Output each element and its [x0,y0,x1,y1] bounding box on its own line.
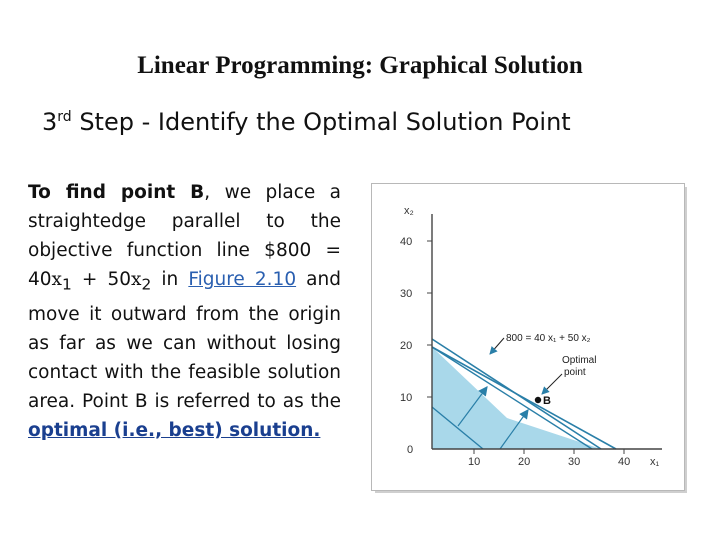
math-x1-sub: 1 [61,275,72,294]
slide-title: Linear Programming: Graphical Solution [137,52,583,79]
x-tick-label-40: 40 [618,456,631,468]
optimal-label-line2: point [564,367,586,378]
figure-panel [371,183,685,491]
x-tick-label-30: 30 [568,456,581,468]
subtitle-ordinal: rd [57,109,72,125]
math-x2-sub: 2 [141,275,152,294]
y-axis-label: x₂ [404,205,414,217]
lp-graph [372,184,684,490]
body-paragraph [28,178,341,445]
math-x1-var: x [51,269,62,290]
x-axis-label: x₁ [650,456,660,468]
optimal-label-line1: Optimal [562,355,597,366]
objective-label-leader [490,338,504,354]
y-tick-label-0: 0 [407,444,414,456]
y-tick-label-40: 40 [400,236,413,248]
y-tick-label-20: 20 [400,340,413,352]
y-tick-label-30: 30 [400,288,413,300]
body-text-3: and move it outward from the origin as far as we can without losing contact with the feasible solution area. Point B is referred to as the [28,269,341,412]
figure-2-10 [371,183,691,495]
x-tick-label-20: 20 [518,456,531,468]
point-b-label: B [543,395,551,407]
subtitle-number: 3 [42,108,58,136]
body-text-2: in [151,269,189,290]
math-x2-var: x [131,269,142,290]
body-bold-lead: To find point B [28,182,205,203]
x-tick-label-10: 10 [468,456,481,468]
y-tick-label-10: 10 [400,392,413,404]
optimal-label-leader [542,374,562,394]
optimal-point-b [535,397,541,403]
optimal-solution-link[interactable]: optimal (i.e., best) solution. [28,419,321,441]
subtitle-text: Step - Identify the Optimal Solution Point [71,108,571,136]
figure-link[interactable]: Figure 2.10 [188,269,297,290]
body-text-1: , we place a straightedge parallel to the objective function line $800 = 40 [28,182,341,290]
slide-subtitle [42,108,571,136]
objective-label: 800 = 40 x₁ + 50 x₂ [506,333,591,344]
math-plus: + 50 [71,269,132,290]
